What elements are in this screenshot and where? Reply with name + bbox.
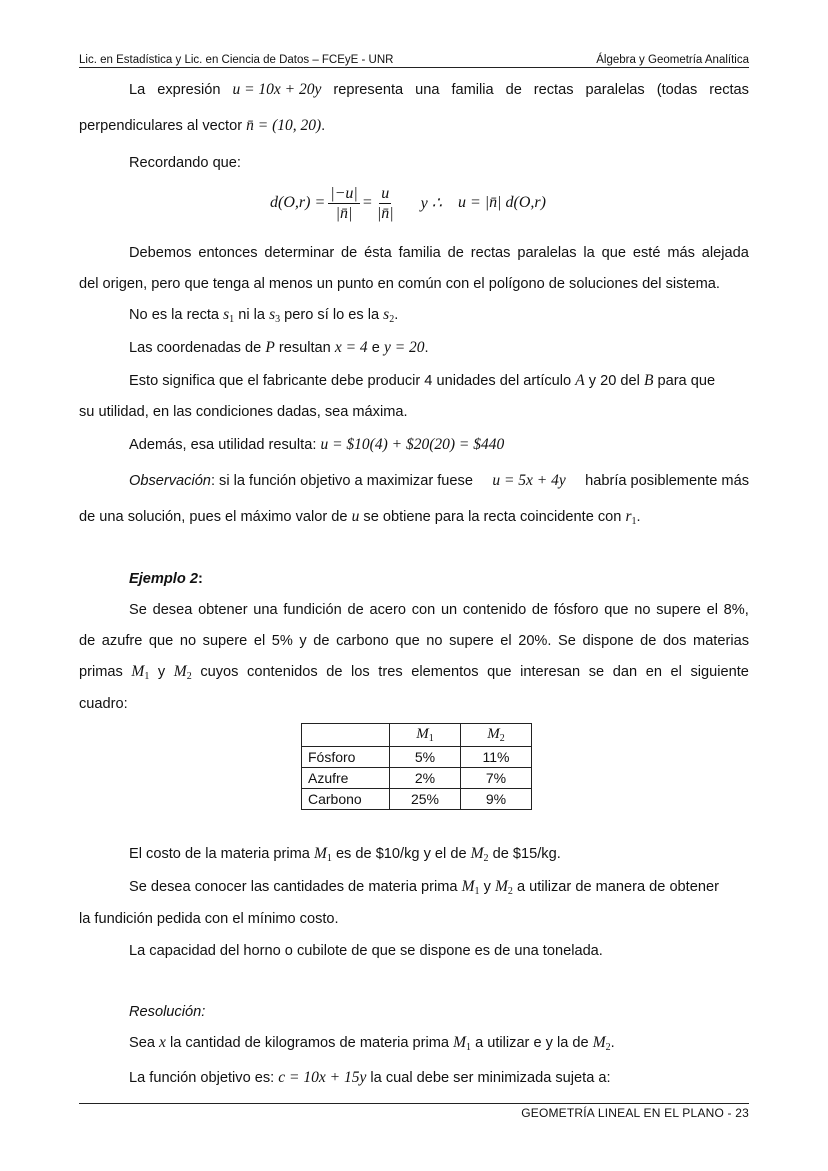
symbol: M: [487, 726, 500, 742]
word: familia: [398, 245, 441, 261]
word: que: [601, 245, 626, 261]
paragraph-conocer-line2: la fundición pedida con el mínimo costo.: [79, 911, 339, 927]
text: la cual debe ser minimizada sujeta a:: [370, 1070, 611, 1086]
text: a utilizar e y la de: [475, 1035, 589, 1051]
symbol: r: [625, 508, 632, 525]
word: elementos: [411, 664, 479, 680]
symbol: M: [173, 663, 187, 680]
word: con: [411, 602, 436, 618]
example-title: Ejemplo 2: [129, 571, 198, 587]
symbol: M: [453, 1034, 467, 1051]
math-expression: u = 10x + 20y: [232, 81, 322, 98]
formula-lhs: d(O,r) =: [270, 194, 326, 211]
text: .: [424, 340, 429, 356]
word: dos: [662, 633, 687, 649]
symbol: M: [592, 1034, 606, 1051]
paragraph-expresion-line2: [79, 116, 749, 136]
word: supere: [202, 633, 248, 649]
word: que: [604, 602, 629, 618]
text: Esto significa que el fabricante debe producir 4 unidades del artículo: [129, 373, 572, 389]
word: La: [129, 82, 146, 98]
fraction-denominator: |n̄|: [335, 204, 353, 222]
paragraph-observacion-line1: [129, 471, 749, 491]
word: que: [487, 664, 512, 680]
word: y: [299, 633, 307, 649]
subscript: 2: [605, 1042, 611, 1053]
symbol: M: [494, 878, 508, 895]
symbol: M: [416, 726, 429, 742]
composition-table: [301, 723, 532, 810]
table-row-label: Carbono: [302, 789, 390, 810]
table-header-m2: [461, 724, 532, 747]
page-header: [79, 48, 749, 66]
text: No es la recta: [129, 307, 220, 323]
math-objetivo: u = 5x + 4y: [492, 472, 566, 489]
word: de: [640, 633, 657, 649]
text: : si la función objetivo a maximizar fuese: [210, 473, 473, 489]
text: la cantidad de kilogramos de materia prima: [169, 1035, 450, 1051]
text: Además, esa utilidad resulta:: [129, 437, 317, 453]
subscript: 2: [483, 853, 489, 864]
math-u: u: [351, 508, 360, 525]
text: ni la: [238, 307, 265, 323]
fraction: [375, 184, 396, 223]
word: entonces: [198, 245, 258, 261]
word: supere: [449, 633, 494, 649]
word: una: [253, 602, 278, 618]
math-M2: [495, 878, 513, 895]
math-M2: [471, 845, 489, 862]
word: una: [415, 82, 440, 98]
text: para que: [657, 373, 716, 389]
text: .: [394, 307, 399, 323]
word: materias: [693, 633, 749, 649]
symbol: M: [313, 845, 327, 862]
math-x: x = 4: [334, 339, 368, 356]
text: y 20 del: [588, 373, 640, 389]
word: familia: [451, 82, 494, 98]
word: de: [313, 633, 330, 649]
paragraph-funcion-objetivo: [129, 1068, 749, 1088]
word: dispone: [582, 633, 634, 649]
word: Se: [558, 633, 576, 649]
word: que: [148, 633, 174, 649]
subscript: 1: [144, 671, 150, 682]
word: no: [179, 633, 197, 649]
word: rectas: [470, 245, 511, 261]
word: dan: [612, 664, 638, 680]
text: de una solución, pues el máximo valor de: [79, 509, 348, 525]
word: de: [447, 245, 464, 261]
table-row: [302, 768, 532, 789]
subscript: 1: [326, 853, 332, 864]
word: fundición: [283, 602, 342, 618]
symbol: s: [269, 306, 276, 323]
math-A: A: [575, 372, 585, 389]
text: y: [483, 879, 491, 895]
word: obtener: [198, 602, 248, 618]
paragraph-capacidad: La capacidad del horno o cubilote de que se dispone es de una tonelada.: [129, 943, 603, 959]
text: Las coordenadas de: [129, 340, 262, 356]
word: ésta: [364, 245, 392, 261]
text: La función objetivo es:: [129, 1070, 275, 1086]
word: que: [395, 633, 420, 649]
math-y: y = 20: [383, 339, 425, 356]
fraction: [328, 184, 360, 223]
text: a utilizar de manera de obtener: [516, 879, 719, 895]
math-costo: c = 10x + 15y: [278, 1069, 367, 1086]
symbol: s: [383, 306, 390, 323]
subscript: 1: [474, 886, 480, 897]
word: paralelas: [585, 82, 645, 98]
math-x: x: [159, 1034, 166, 1051]
subscript: 2: [186, 671, 192, 682]
word: 8%,: [723, 602, 749, 618]
word: fósforo: [553, 602, 599, 618]
formula-connector: y ∴: [420, 195, 442, 212]
word: en: [645, 664, 662, 680]
table-cell: 9%: [461, 789, 532, 810]
table-cell: 25%: [390, 789, 461, 810]
equals-sign: =: [362, 194, 372, 211]
word: carbono: [336, 633, 389, 649]
word: 5%: [271, 633, 293, 649]
paragraph-debemos-line1: [129, 243, 749, 263]
paragraph-coordenadas: [129, 338, 749, 358]
text: perpendiculares al vector: [79, 118, 243, 134]
word: la: [583, 245, 595, 261]
fraction-numerator: u: [381, 184, 390, 202]
table-cell: 2%: [390, 768, 461, 789]
math-B: B: [643, 372, 654, 389]
word: expresión: [157, 82, 221, 98]
word: de: [505, 82, 522, 98]
word: primas: [79, 664, 123, 680]
symbol: M: [461, 878, 475, 895]
fraction-denominator: |n̄|: [376, 204, 394, 222]
word: se: [588, 664, 605, 680]
paragraph-conocer-line1: [129, 877, 749, 902]
word: contenidos: [247, 664, 318, 680]
math-vector: n̄ = (10, 20): [246, 117, 322, 134]
subscript: 2: [389, 314, 395, 325]
header-left: Lic. en Estadística y Lic. en Ciencia de Datos – FCEyE - UNR: [79, 54, 394, 66]
word: los: [351, 664, 370, 680]
word: y: [157, 664, 166, 680]
word: determinar: [264, 245, 335, 261]
example-heading: [129, 569, 749, 589]
text: .: [636, 509, 641, 525]
text: es de $10/kg y el de: [335, 846, 467, 862]
word: rectas: [533, 82, 574, 98]
table-row: [302, 789, 532, 810]
table-cell: 7%: [461, 768, 532, 789]
word: cuyos: [200, 664, 239, 680]
page-footer: GEOMETRÍA LINEAL EN EL PLANO - 23: [521, 1106, 749, 1120]
word: (todas: [656, 82, 698, 98]
word: de: [79, 633, 96, 649]
text: :: [197, 571, 203, 587]
word: el: [253, 633, 266, 649]
word: de: [341, 245, 358, 261]
word: de: [347, 602, 364, 618]
math-M1: [462, 878, 480, 895]
word: rectas: [709, 82, 749, 98]
text: Sea: [129, 1035, 155, 1051]
paragraph-recta: [129, 305, 749, 330]
paragraph-debemos-line2: del origen, pero que tenga al menos un punto en común con el polígono de soluciones del sistema.: [79, 276, 720, 292]
subscript: 2: [507, 886, 513, 897]
subscript: 1: [428, 733, 434, 744]
paragraph-expresion-line1: [129, 80, 749, 100]
math-M1: [314, 845, 332, 862]
paragraph-observacion-line2: [79, 507, 749, 532]
table-row: [302, 747, 532, 768]
math-s1: [223, 306, 234, 323]
math-s3: [269, 306, 280, 323]
math-M2: [174, 662, 192, 687]
word: representa: [333, 82, 404, 98]
paragraph-fundicion-line2: [79, 631, 749, 651]
word: esté: [632, 245, 661, 261]
table-row-label: Azufre: [302, 768, 390, 789]
paragraph-fundicion-line4: cuadro:: [79, 696, 128, 712]
math-M1: [131, 662, 149, 687]
paragraph-recordando: Recordando que:: [129, 155, 241, 171]
word: no: [426, 633, 443, 649]
table-cell: 5%: [390, 747, 461, 768]
subscript: 3: [275, 314, 281, 325]
text: habría posiblemente más: [585, 473, 749, 489]
word: Se: [129, 602, 147, 618]
symbol: M: [470, 845, 484, 862]
text: Se desea conocer las cantidades de materia prima: [129, 879, 458, 895]
text: e: [371, 340, 380, 356]
formula-rhs: u = |n̄| d(O,r): [457, 194, 546, 211]
word: azufre: [101, 633, 143, 649]
paragraph-sea: [129, 1033, 749, 1058]
word: interesan: [520, 664, 581, 680]
word: el: [670, 664, 682, 680]
subscript: 1: [631, 516, 637, 527]
word: acero: [369, 602, 406, 618]
text: .: [610, 1035, 615, 1051]
math-s2: [383, 306, 394, 323]
paragraph-fabricante-line1: [129, 371, 749, 391]
table-corner-cell: [302, 724, 390, 747]
paragraph-fundicion-line1: [129, 600, 749, 620]
table-row-label: Fósforo: [302, 747, 390, 768]
math-M2: [593, 1034, 611, 1051]
math-M1: [453, 1034, 471, 1051]
word: 20%.: [518, 633, 552, 649]
text: se obtiene para la recta coincidente con: [363, 509, 622, 525]
paragraph-fundicion-line3: [79, 662, 749, 687]
word: de: [326, 664, 343, 680]
header-rule: [79, 67, 749, 68]
word: supere: [656, 602, 701, 618]
word: no: [634, 602, 651, 618]
word: el: [706, 602, 718, 618]
word: tres: [378, 664, 403, 680]
header-right: Álgebra y Geometría Analítica: [596, 54, 749, 66]
table-cell: 11%: [461, 747, 532, 768]
math-r1: [625, 508, 636, 525]
paragraph-fabricante-line2: su utilidad, en las condiciones dadas, sea máxima.: [79, 404, 408, 420]
paragraph-costo: [129, 844, 749, 869]
fraction-numerator: |−u|: [330, 184, 358, 202]
word: siguiente: [690, 664, 749, 680]
word: un: [440, 602, 458, 618]
subscript: 1: [466, 1042, 472, 1053]
subscript: 2: [499, 733, 505, 744]
table-header-m1: [390, 724, 461, 747]
paragraph-utilidad: [129, 435, 749, 455]
word: el: [500, 633, 512, 649]
table-header-row: [302, 724, 532, 747]
resolucion-heading: Resolución:: [129, 1004, 206, 1020]
word: contenido: [462, 602, 527, 618]
math-P: P: [265, 339, 275, 356]
word: alejada: [701, 245, 749, 261]
math-utilidad: u = $10(4) + $20(20) = $440: [320, 436, 505, 453]
text: de $15/kg.: [492, 846, 561, 862]
word: desea: [152, 602, 193, 618]
text: El costo de la materia prima: [129, 846, 310, 862]
subscript: 1: [229, 314, 235, 325]
observacion-label: Observación: [129, 473, 211, 489]
text: resultan: [278, 340, 331, 356]
text: pero sí lo es la: [284, 307, 380, 323]
symbol: M: [131, 663, 145, 680]
display-formula: [270, 178, 546, 228]
symbol: s: [223, 306, 230, 323]
word: de: [531, 602, 549, 618]
word: Debemos: [129, 245, 192, 261]
footer-rule: [79, 1103, 749, 1104]
text: .: [321, 118, 326, 134]
word: paralelas: [517, 245, 577, 261]
word: más: [667, 245, 695, 261]
